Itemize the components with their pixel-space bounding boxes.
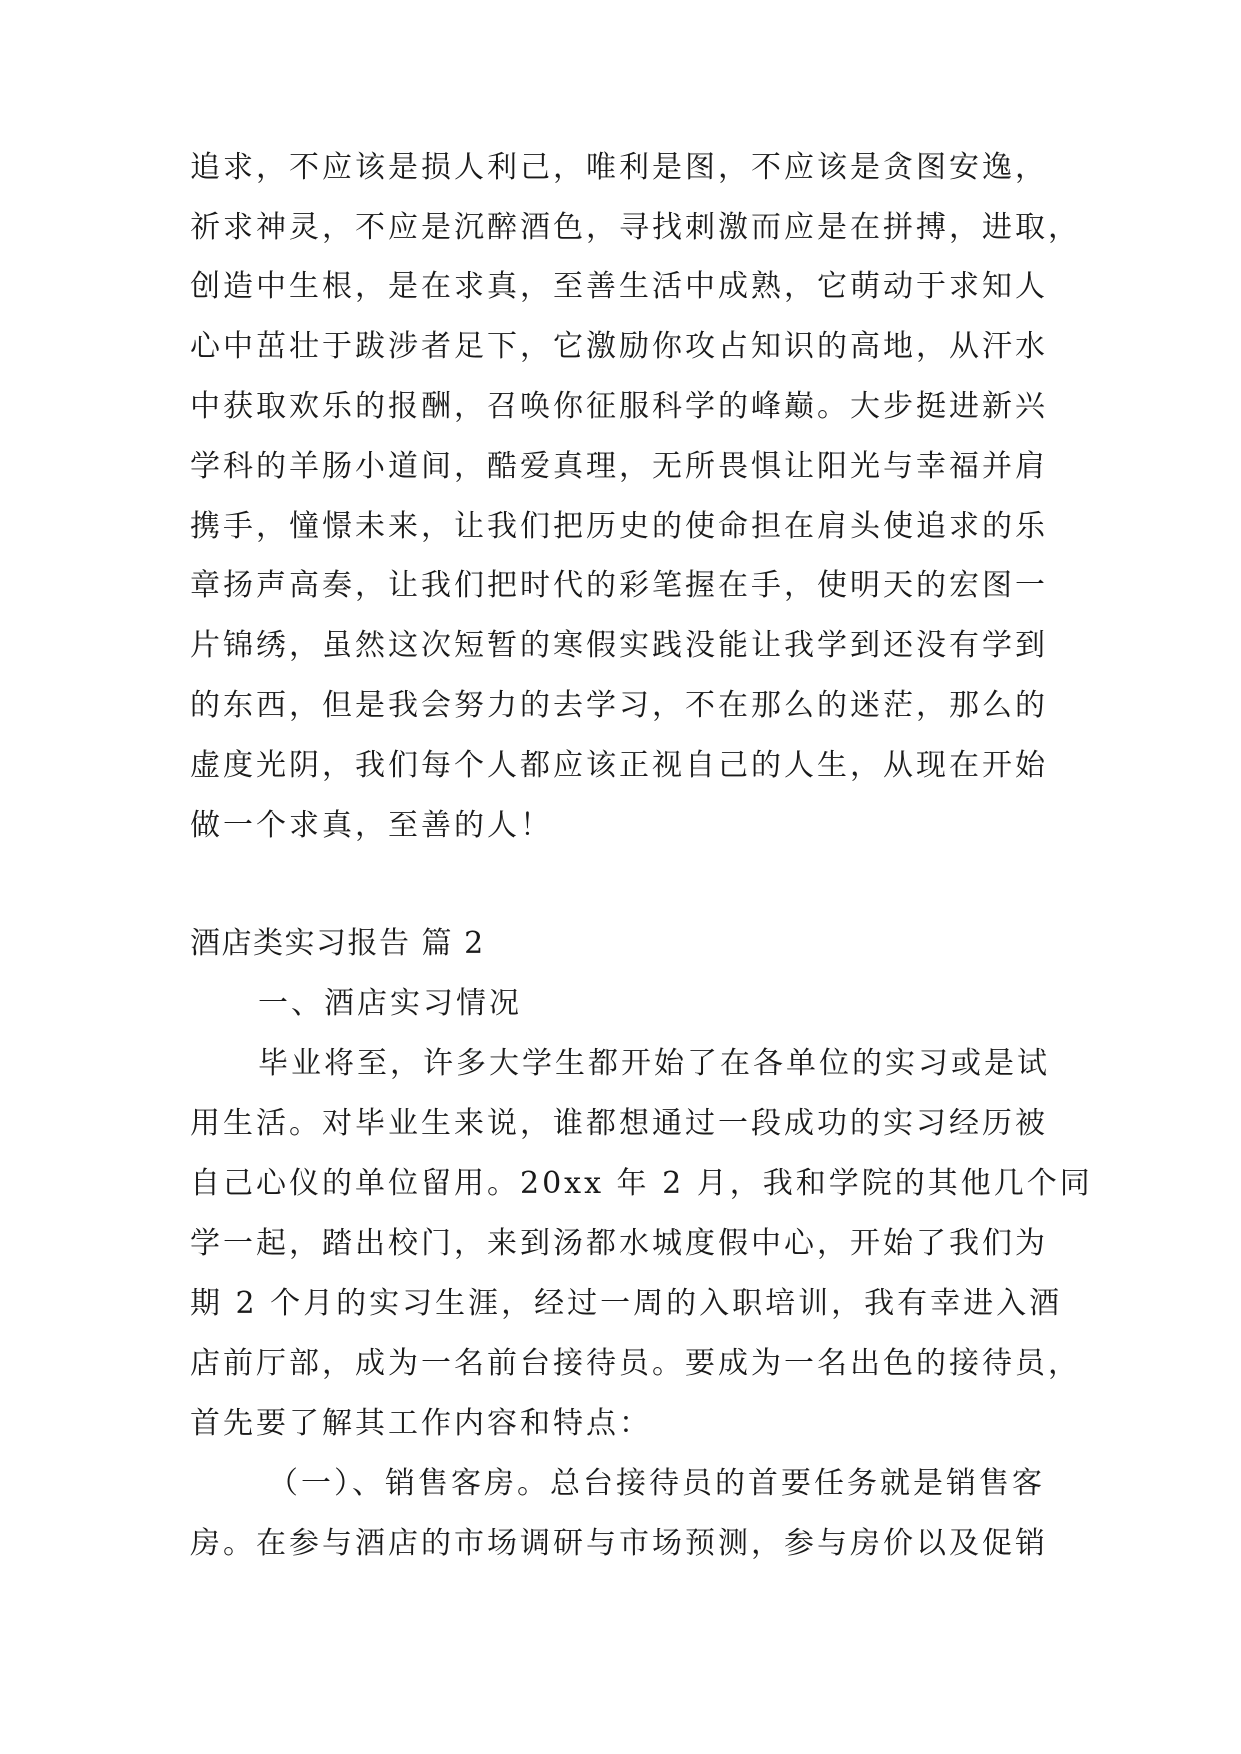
paragraph-line: 片锦绣，虽然这次短暂的寒假实践没能让我学到还没有学到: [190, 628, 1048, 663]
paragraph-line: 祈求神灵，不应是沉醉酒色，寻找刺激而应是在拼搏，进取，: [190, 210, 1081, 245]
paragraph-line: 追求，不应该是损人利己，唯利是图，不应该是贪图安逸，: [190, 150, 1048, 185]
paragraph-line: 店前厅部，成为一名前台接待员。要成为一名出色的接待员，: [190, 1346, 1081, 1381]
paragraph-line: 用生活。对毕业生来说，谁都想通过一段成功的实习经历被: [190, 1106, 1048, 1141]
paragraph-line: 学科的羊肠小道间，酷爱真理，无所畏惧让阳光与幸福并肩: [190, 449, 1048, 484]
paragraph-line: 房。在参与酒店的市场调研与市场预测，参与房价以及促销: [190, 1526, 1048, 1561]
paragraph-line: 创造中生根，是在求真，至善生活中成熟，它萌动于求知人: [190, 269, 1048, 304]
section-title: 酒店类实习报告 篇 2: [190, 926, 485, 961]
paragraph-line: 章扬声高奏，让我们把时代的彩笔握在手，使明天的宏图一: [190, 568, 1048, 603]
paragraph-line: 的东西，但是我会努力的去学习，不在那么的迷茫，那么的: [190, 688, 1048, 723]
paragraph-line: 学一起，踏出校门，来到汤都水城度假中心，开始了我们为: [190, 1226, 1048, 1261]
paragraph-line: （一）、销售客房。总台接待员的首要任务就是销售客: [268, 1466, 1045, 1501]
paragraph-line: 虚度光阴，我们每个人都应该正视自己的人生，从现在开始: [190, 748, 1048, 783]
paragraph-line: 自己心仪的单位留用。20xx 年 2 月，我和学院的其他几个同: [190, 1166, 1093, 1201]
paragraph-line: 首先要了解其工作内容和特点：: [190, 1406, 652, 1441]
paragraph-line: 期 2 个月的实习生涯，经过一周的入职培训，我有幸进入酒: [190, 1286, 1063, 1321]
subheading: 一、酒店实习情况: [258, 986, 522, 1021]
paragraph-line: 心中茁壮于跋涉者足下，它激励你攻占知识的高地，从汗水: [190, 329, 1048, 364]
paragraph-line: 中获取欢乐的报酬，召唤你征服科学的峰巅。大步挺进新兴: [190, 389, 1048, 424]
paragraph-line: 携手，憧憬未来，让我们把历史的使命担在肩头使追求的乐: [190, 509, 1048, 544]
paragraph-line: 做一个求真，至善的人！: [190, 808, 553, 843]
paragraph-line: 毕业将至，许多大学生都开始了在各单位的实习或是试: [258, 1046, 1050, 1081]
